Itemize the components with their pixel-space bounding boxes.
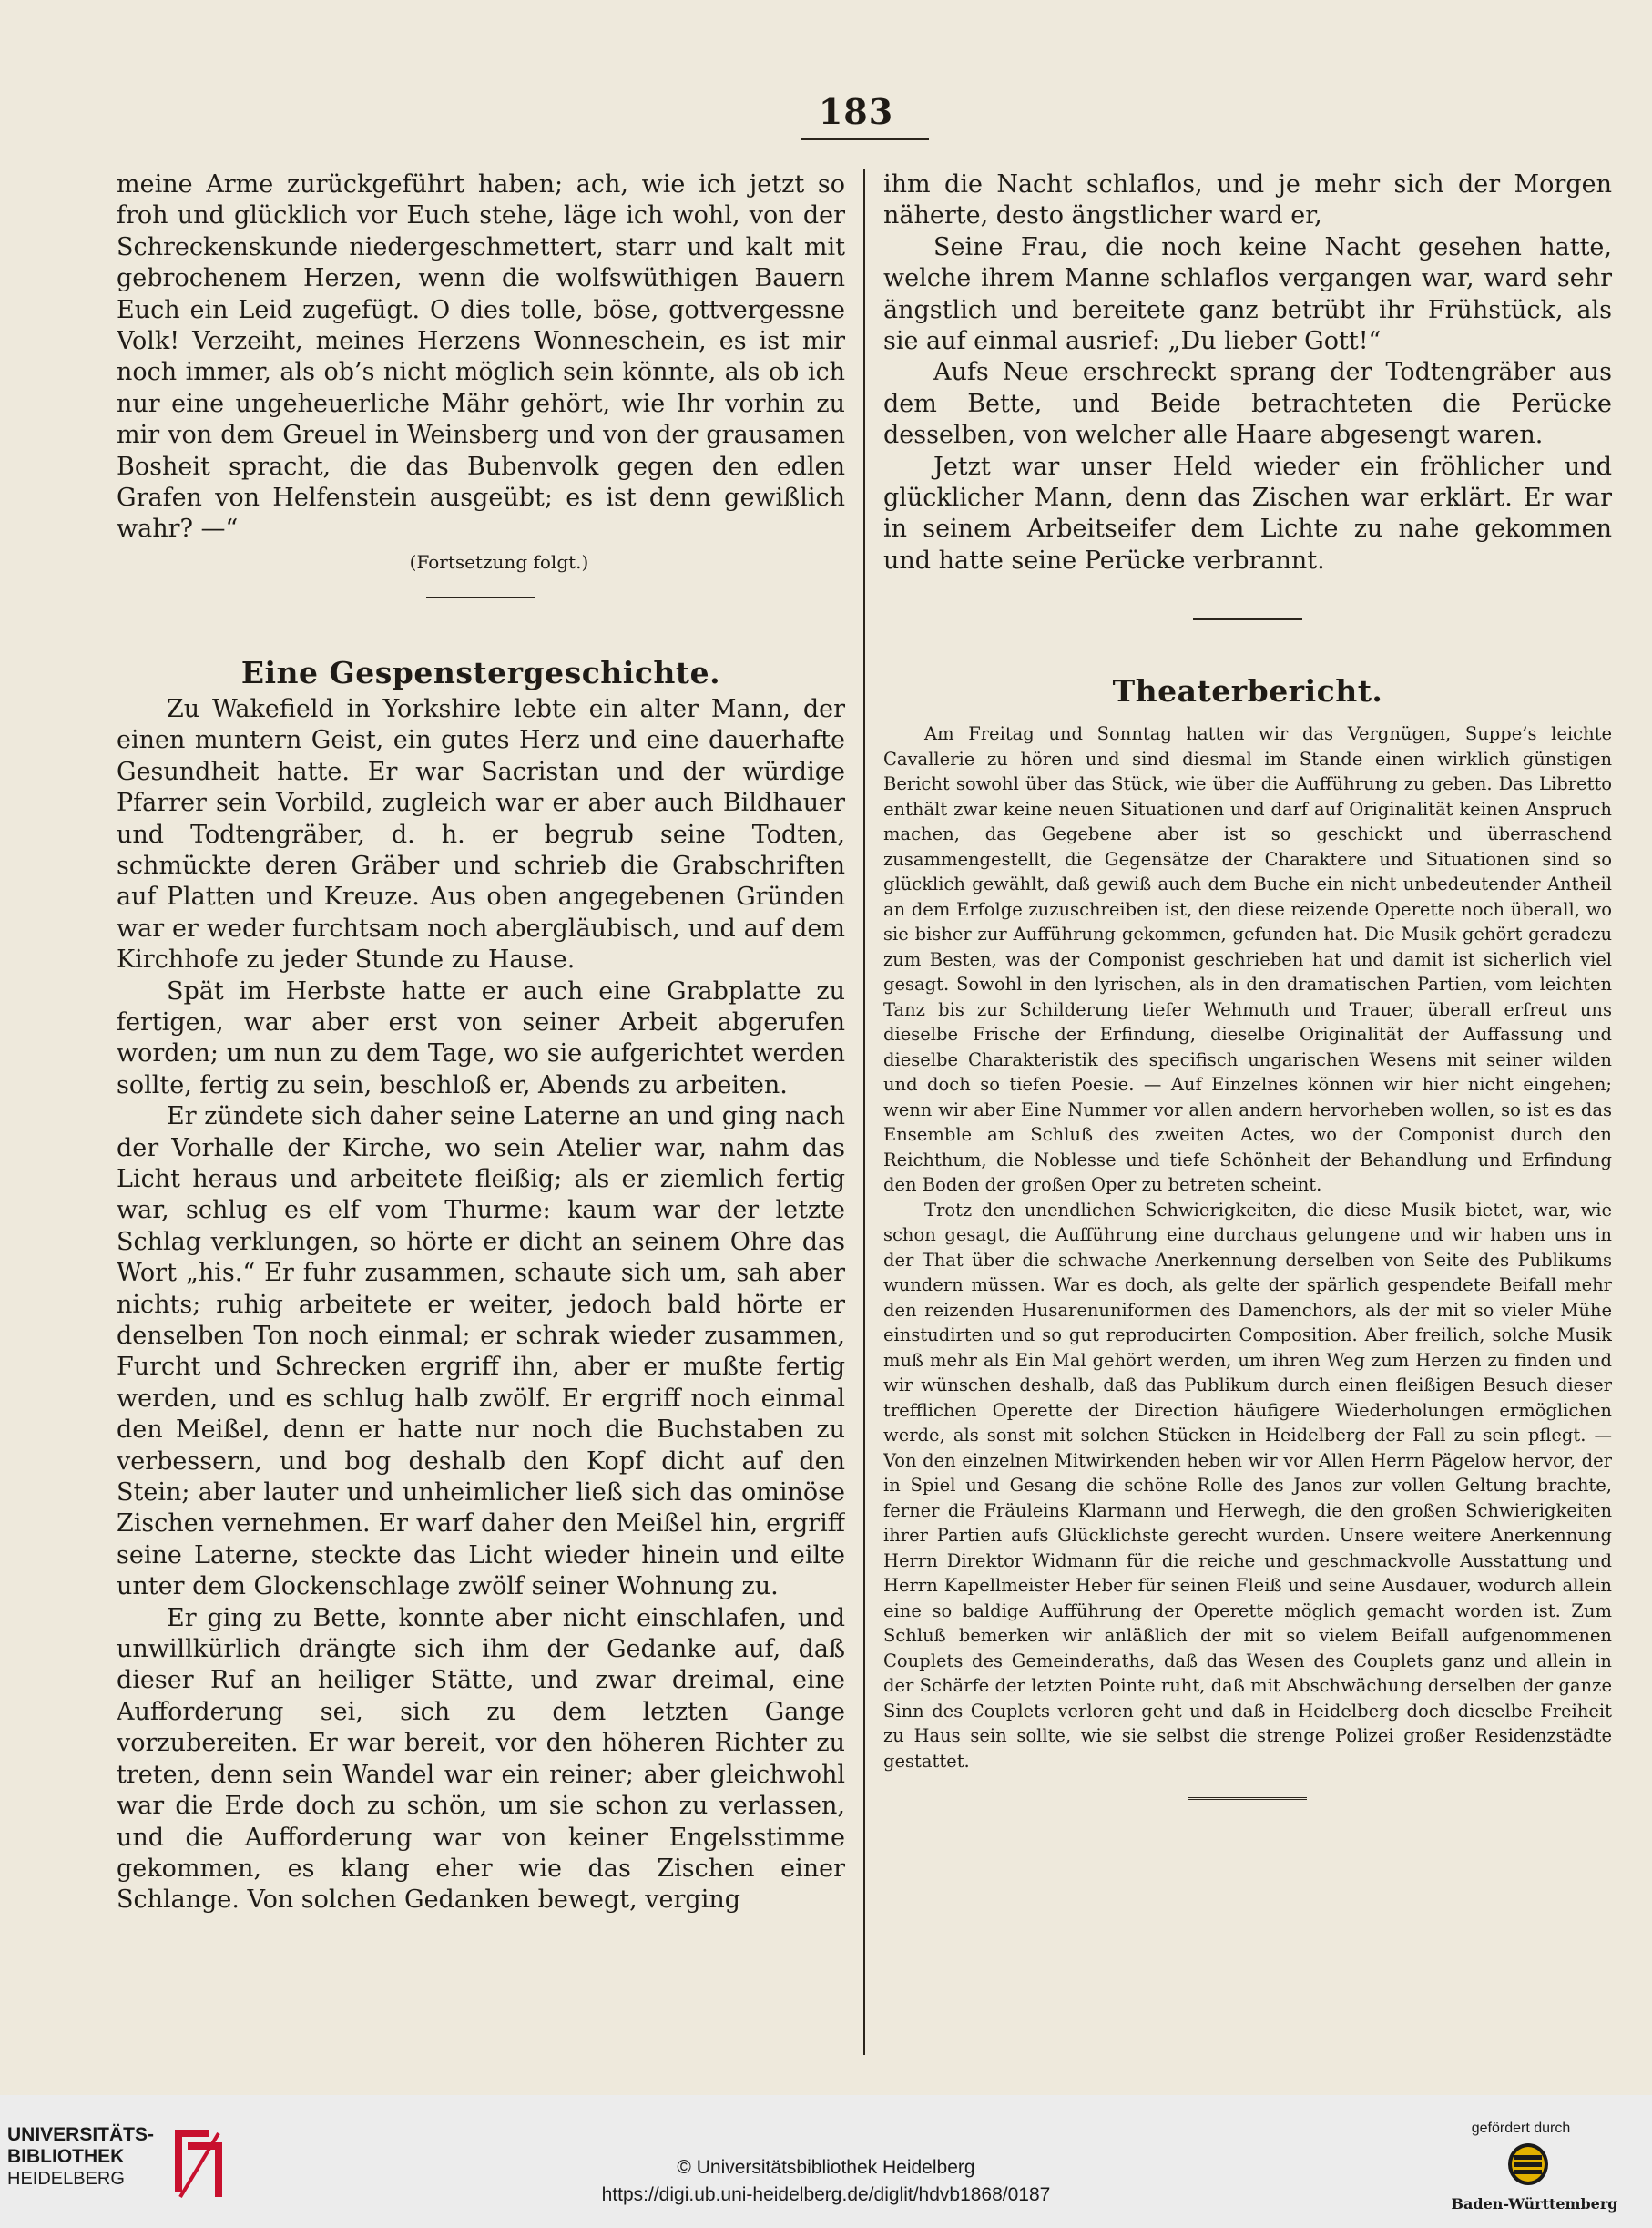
sponsor-name: Baden-Württemberg xyxy=(1451,2195,1618,2213)
story-end-paragraph: Seine Frau, die noch keine Nacht gesehen hatte, welche ihrem Manne schlaflos vergangen war, ward sehr ängstlich und bereitete ganz betrübt ihr Frühstück, als sie auf einmal ausrief: „Du lieber Gott!“ xyxy=(883,232,1612,356)
story-paragraph: Zu Wakefield in Yorkshire lebte ein alter Mann, der einen muntern Geist, ein gutes Herz und eine dauerhafte Gesundheit hatte. Er war Sacristan und der würdige Pfarrer sein Vorbild, zugleich war er aber auch Bildhauer und Todtengräber, d. h. er begrub seine Todten, schmückte deren Gräber und schrieb die Grabschriften auf Platten und Kreuze. Aus oben angegebenen Gründen war er weder furchtsam noch abergläubisch, und auf dem Kirchhofe zu jeder Stunde zu Hause. xyxy=(117,694,845,975)
story-end-paragraph: Aufs Neue erschreckt sprang der Todtengräber aus dem Bette, und Beide betrachteten die Perücke desselben, von welcher alle Haare abgesengt waren. xyxy=(883,358,1612,450)
story-end-paragraph: ihm die Nacht schlaflos, und je mehr sich der Morgen näherte, desto ängstlicher ward er, xyxy=(883,170,1612,230)
story-paragraph: Er zündete sich daher seine Laterne an und ging nach der Vorhalle der Kirche, wo sein Atelier war, nahm das Licht heraus und arbeitete fleißig; als er ziemlich fertig war, schlug es elf vom Thurme: kaum war der letzte Schlag verklungen, so hörte er dicht an seinem Ohre das Wort „his.“ Er fuhr zusammen, schaute sich um, sah aber nichts; ruhig arbeitete er weiter, jedoch bald hörte er denselben Ton noch einmal; er schrak wieder zusammen, Furcht und Schrecken ergriff ihn, aber er mußte fertig werden, und es schlug halb zwölf. Er ergriff noch einmal den Meißel, denn er hatte nur noch die Buchstaben zu verbessern, und bog deshalb den Kopf dicht auf den Stein; aber lauter und unheimlicher ließ sich das ominöse Zischen vernehmen. Er warf daher den Meißel hin, ergriff seine Laterne, steckte das Licht wieder hinein und eilte unter dem Glockenschlage zwölf seiner Wohnung zu. xyxy=(117,1102,845,1601)
permalink-url[interactable]: https://digi.ub.uni-heidelberg.de/diglit/hdvb1868/0187 xyxy=(601,2184,1051,2205)
library-line-2: BIBLIOTHEK xyxy=(7,2146,125,2167)
state-coat-of-arms-icon xyxy=(1507,2141,1549,2186)
sponsor-label: gefördert durch xyxy=(1471,2121,1571,2136)
column-divider xyxy=(863,169,865,2055)
story-title: Eine Gespenstergeschichte. xyxy=(240,654,721,690)
continuation-paragraph: meine Arme zurückgeführt haben; ach, wie ich jetzt so froh und glücklich vor Euch stehe, läge ich wohl, von der Schreckenskunde niedergeschmettert, starr und kalt mit gebrochenem Herzen, wenn die wolfswüthigen Bauern Euch ein Leid zugefügt. O dies tolle, böse, gottvergessne Volk! Verzeiht, meines Herzens Wonneschein, es ist mir noch immer, als ob’s nicht möglich sein könnte, als ob ich nur eine ungeheuerliche Mähr gehört, wie Ihr vorhin zu mir von dem Greuel in Weinsberg und von der grausamen Bosheit spracht, die das Bubenvolk gegen den edlen Grafen von Helfenstein ausgeübt; es ist denn gewißlich wahr? —“ xyxy=(117,170,845,544)
left-column xyxy=(117,169,845,2064)
viewer-footer xyxy=(0,2095,1652,2228)
story-paragraph: Er ging zu Bette, konnte aber nicht einschlafen, und unwillkürlich drängte sich ihm der Gedanke auf, daß dieser Ruf an heiliger Stätte, und zwar dreimal, eine Aufforderung sei, sich zu dem letzten Gange vorzubereiten. Er war bereit, vor den höheren Richter zu treten, denn sein Wandel war ein reiner; aber gleichwohl war die Erde doch zu schön, um sie schon zu verlassen, und die Aufforderung war von keiner Engelsstimme gekommen, es klang eher wie das Zischen einer Schlange. Von solchen Gedanken bewegt, verging xyxy=(117,1603,845,1915)
library-line-3: HEIDELBERG xyxy=(7,2169,125,2189)
library-line-1: UNIVERSITÄTS- xyxy=(7,2124,155,2145)
end-ornament-rule xyxy=(1188,1797,1307,1800)
copyright-text: © Universitätsbibliothek Heidelberg xyxy=(677,2157,975,2178)
theater-paragraph: Trotz den unendlichen Schwierigkeiten, die diese Musik bietet, war, wie schon gesagt, die Aufführung eine durchaus gelungene und wir haben uns in der That über die schwache Anerkennung derselben von Seite des Publikums wundern müssen. War es doch, als gelte der spärlich gespendete Beifall mehr den reizenden Husarenuniformen des Damenchors, als der mit so vieler Mühe einstudirten und so gut reproducirten Composition. Aber freilich, solche Musik muß mehr als Ein Mal gehört werden, um ihren Weg zum Herzen zu finden und wir wünschen deshalb, daß das Publikum durch einen fleißigen Besuch dieser trefflichen Operette der Direction häufigere Wiederholungen ermöglichen werde, als sonst mit solchen Stücken in Heidelberg der Fall zu sein pflegt. — Von den einzelnen Mitwirkenden heben wir vor Allen Herrn Pägelow hervor, der in Spiel und Gesang die schöne Rolle des Janos zur vollen Geltung brachte, ferner die Fräuleins Klarmann und Herwegh, die den großen Schwierigkeiten ihrer Partien aufs Glücklichste gerecht wurden. Unsere weitere Anerkennung Herrn Direktor Widmann für die reiche und geschmackvolle Ausstattung und Herrn Kapellmeister Heber für seinen Fleiß und seine Ausdauer, wodurch allein eine so baldige Aufführung der Operette möglich gemacht worden ist. Zum Schluß bemerken wir anläßlich der mit so vielem Beifall aufgenommenen Couplets des Gemeinderaths, daß das Wesen des Couplets ganz und allein in der Schärfe der letzten Pointe ruht, daß mit Abschwächung derselben der ganze Sinn des Couplets verloren geht und daß in Heidelberg doch dieselbe Freiheit zu Haus sein sollte, wie sie selbst die strenge Polizei großer Residenzstädte gestattet. xyxy=(883,1199,1612,1772)
page-number-rule xyxy=(801,138,929,140)
right-column xyxy=(883,169,1612,2064)
story-end-paragraph: Jetzt war unser Held wieder ein fröhlicher und glücklicher Mann, denn das Zischen war erklärt. Er war in seinem Arbeitseifer dem Lichte zu nahe gekommen und hatte seine Perücke verbrannt. xyxy=(883,452,1612,575)
theater-title: Theaterbericht. xyxy=(1112,673,1383,710)
theater-paragraph: Am Freitag und Sonntag hatten wir das Vergnügen, Suppe’s leichte Cavallerie zu hören und sind diesmal im Stande einen wirklich günstigen Bericht sowohl über das Stück, wie über die Aufführung zu geben. Das Libretto enthält zwar keine neuen Situationen und darf auf Originalität keinen Anspruch machen, das Gegebene aber ist so geschickt und überraschend zusammengestellt, die Gegensätze der Charaktere und Situationen sind so glücklich gewählt, daß gewiß auch dem Buche ein nicht unbedeutender Antheil an dem Erfolge zuzuschreiben ist, den diese reizende Operette noch überall, wo sie bisher zur Aufführung gekommen, gefunden hat. Die Musik gehört geradezu zum Besten, was der Componist geschrieben hat und damit ist sicherlich viel gesagt. Sowohl in den lyrischen, als in den dramatischen Partien, vom leichten Tanz bis zur Schilderung tiefer Wehmuth und Trauer, überall erfreut uns dieselbe Frische der Erfindung, dieselbe Originalität der Auffassung und dieselbe Charakteristik des specifisch ungarischen Wesens mit seiner wilden und doch so tiefen Poesie. — Auf Einzelnes können wir hier nicht eingehen; wenn wir aber Eine Nummer vor allen andern hervorheben wollen, so ist es das Ensemble am Schluß des zweiten Actes, wo der Componist durch den Reichthum, die Noblesse und tiefe Schönheit der Behandlung und Erfindung den Boden der großen Oper zu betreten scheint. xyxy=(883,723,1612,1196)
continued-note: (Fortsetzung folgt.) xyxy=(409,550,589,573)
page-number: 183 xyxy=(818,91,894,132)
story-paragraph: Spät im Herbste hatte er auch eine Grabplatte zu fertigen, war aber erst von seiner Arbeit abgerufen worden; um nun zu dem Tage, wo sie aufgerichtet werden sollte, fertig zu sein, beschloß er, Abends zu arbeiten. xyxy=(117,976,845,1099)
